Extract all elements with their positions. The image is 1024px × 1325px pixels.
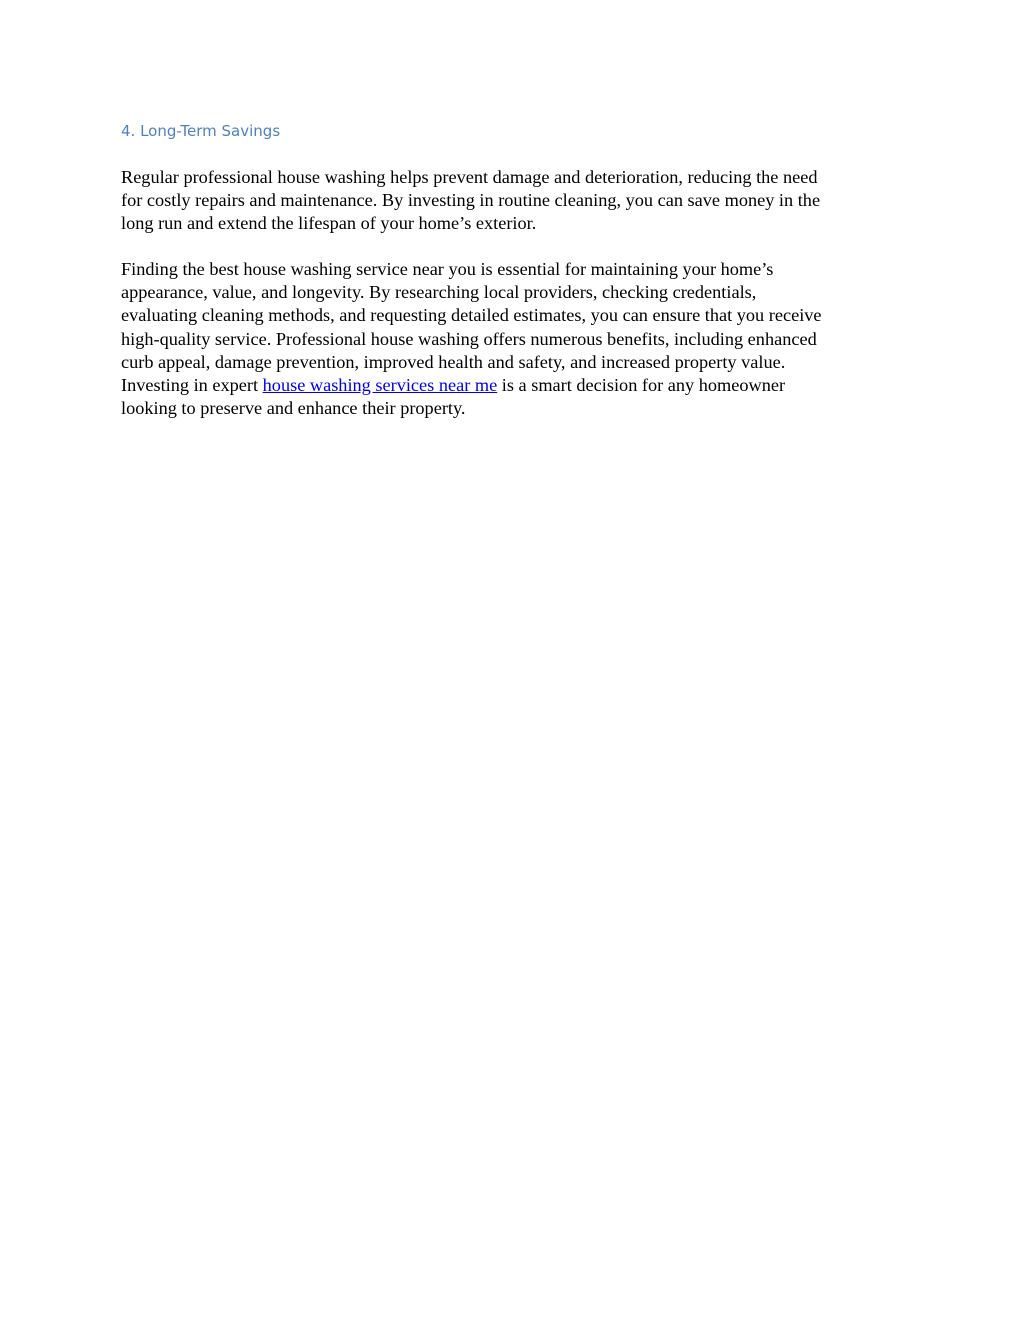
link-line-prefix: Investing in expert [121, 374, 263, 395]
paragraph-conclusion [121, 258, 896, 420]
document-page [121, 118, 896, 443]
paragraph-line: evaluating cleaning methods, and requesting detailed estimates, you can ensure that you receive [121, 305, 822, 326]
house-washing-services-link[interactable]: house washing services near me [262, 374, 498, 395]
paragraph-line: Finding the best house washing service near you is essential for maintaining your home’s [121, 259, 774, 280]
paragraph-line: curb appeal, damage prevention, improved health and safety, and increased property value. [121, 351, 786, 372]
paragraph-line: Regular professional house washing helps prevent damage and deterioration, reducing the need [121, 167, 818, 187]
link-line-suffix: is a smart decision for any homeowner [497, 374, 786, 395]
section-heading: 4. Long-Term Savings [121, 122, 281, 140]
paragraph-line: for costly repairs and maintenance. By investing in routine cleaning, you can save money in the [121, 190, 821, 211]
paragraph-long-term-savings [121, 166, 896, 235]
paragraph-line: long run and extend the lifespan of your home’s exterior. [121, 213, 537, 234]
paragraph-line: appearance, value, and longevity. By researching local providers, checking credentials, [121, 282, 757, 303]
paragraph-line: looking to preserve and enhance their property. [121, 397, 466, 418]
paragraph-line: high-quality service. Professional house washing offers numerous benefits, including enhanced [121, 328, 817, 349]
paragraph-line-with-link [121, 374, 896, 397]
